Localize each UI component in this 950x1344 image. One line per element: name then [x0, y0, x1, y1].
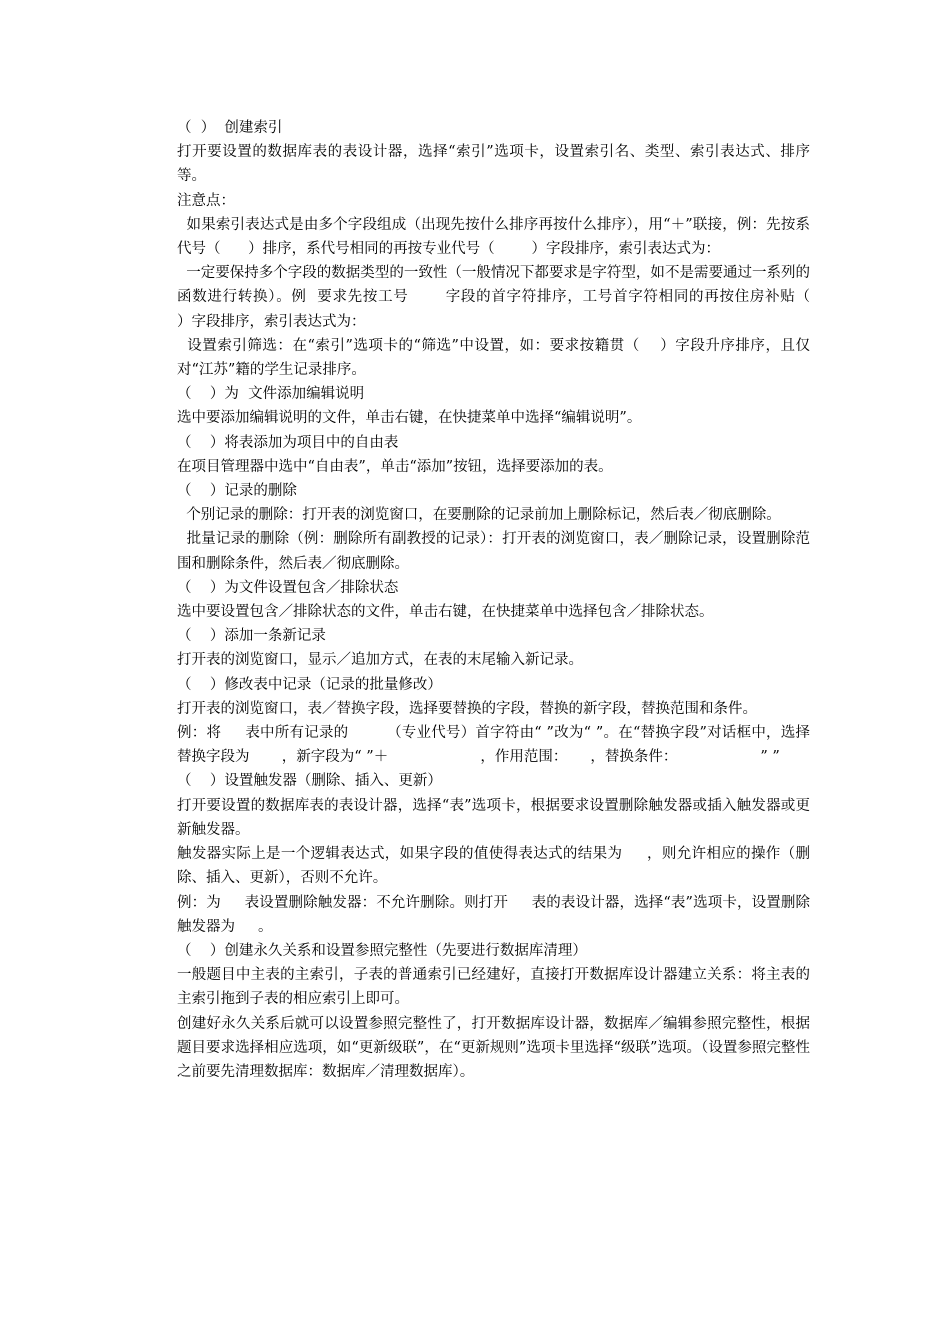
paragraph: 例：将 表中所有记录的 （专业代号）首字符由“ ”改为“ ”。在“替换字段”对话框中，选择替换字段为 ，新字段为“ ”＋ ，作用范围： ，替换条件： ” ” [177, 725, 810, 766]
paragraph: 如果索引表达式是由多个字段组成（出现先按什么排序再按什么排序），用“＋”联接，例：先按系代号（ ）排序，系代号相同的再按专业代号（ ）字段排序，索引表达式为： [177, 216, 811, 258]
paragraph: 一般题目中主表的主索引，子表的普通索引已经建好，直接打开数据库设计器建立关系：将主表的主索引拖到子表的相应索引上即可。 [177, 967, 810, 1008]
paragraph: 例：为 表设置删除触发器：不允许删除。则打开 表的表设计器，选择“表”选项卡，设置删除触发器为 。 [177, 894, 810, 935]
section-heading: （ ）为文件设置包含／排除状态 [177, 579, 399, 596]
section-heading: （ ）记录的删除 [177, 483, 297, 500]
paragraph: 打开表的浏览窗口，显示／追加方式，在表的末尾输入新记录。 [177, 652, 583, 669]
paragraph: 创建好永久关系后就可以设置参照完整性了，打开数据库设计器，数据库／编辑参照完整性，根据题目要求选择相应选项，如“更新级联”，在“更新规则”选项卡里选择“级联”选项。（设置参照完整性之前要先清理数据库：数据库／清理数据库）。 [177, 1015, 810, 1080]
paragraph: 打开表的浏览窗口，表／替换字段，选择要替换的字段，替换的新字段，替换范围和条件。 [177, 700, 757, 717]
paragraph: 设置索引筛选：在“索引”选项卡的“筛选”中设置，如：要求按籍贯（ ）字段升序排序，且仅对“江苏”籍的学生记录排序。 [177, 337, 811, 379]
paragraph: 注意点： [177, 192, 235, 209]
section-heading: （ ）添加一条新记录 [177, 628, 326, 645]
section-heading: （ ）修改表中记录（记录的批量修改） [177, 676, 442, 693]
section-heading: （ ）创建永久关系和设置参照完整性（先要进行数据库清理） [177, 942, 587, 959]
document-body [177, 116, 847, 1084]
section-heading: （ ） 创建索引 [177, 120, 283, 136]
paragraph: 在项目管理器中选中“自由表”，单击“添加”按钮，选择要添加的表。 [177, 458, 613, 475]
paragraph: 一定要保持多个字段的数据类型的一致性（一般情况下都要求是字符型，如不是需要通过一系列的函数进行转换）。例 要求先按工号 字段的首字符排序，工号首字符相同的再按住房补贴（ ）字段排序，索引表达式为： [177, 265, 847, 330]
paragraph: 批量记录的删除（例：删除所有副教授的记录）：打开表的浏览窗口，表／删除记录，设置删除范围和删除条件，然后表／彻底删除。 [177, 531, 810, 572]
section-heading: （ ）为 文件添加编辑说明 [177, 386, 365, 403]
paragraph: 打开要设置的数据库表的表设计器，选择“表”选项卡，根据要求设置删除触发器或插入触发器或更新触发器。 [177, 797, 810, 838]
paragraph: 个别记录的删除：打开表的浏览窗口，在要删除的记录前加上删除标记，然后表／彻底删除。 [177, 507, 781, 524]
paragraph: 选中要设置包含／排除状态的文件，单击右键，在快捷菜单中选择包含／排除状态。 [177, 604, 714, 621]
paragraph: 触发器实际上是一个逻辑表达式，如果字段的值使得表达式的结果为 ，则允许相应的操作（删除、插入、更新），否则不允许。 [177, 846, 810, 887]
paragraph: 选中要添加编辑说明的文件，单击右键，在快捷菜单中选择“编辑说明”。 [177, 410, 642, 427]
section-heading: （ ）设置触发器（删除、插入、更新） [177, 773, 442, 790]
section-heading: （ ）将表添加为项目中的自由表 [177, 434, 399, 451]
paragraph: 打开要设置的数据库表的表设计器，选择“索引”选项卡，设置索引名、类型、索引表达式、排序等。 [177, 144, 810, 185]
